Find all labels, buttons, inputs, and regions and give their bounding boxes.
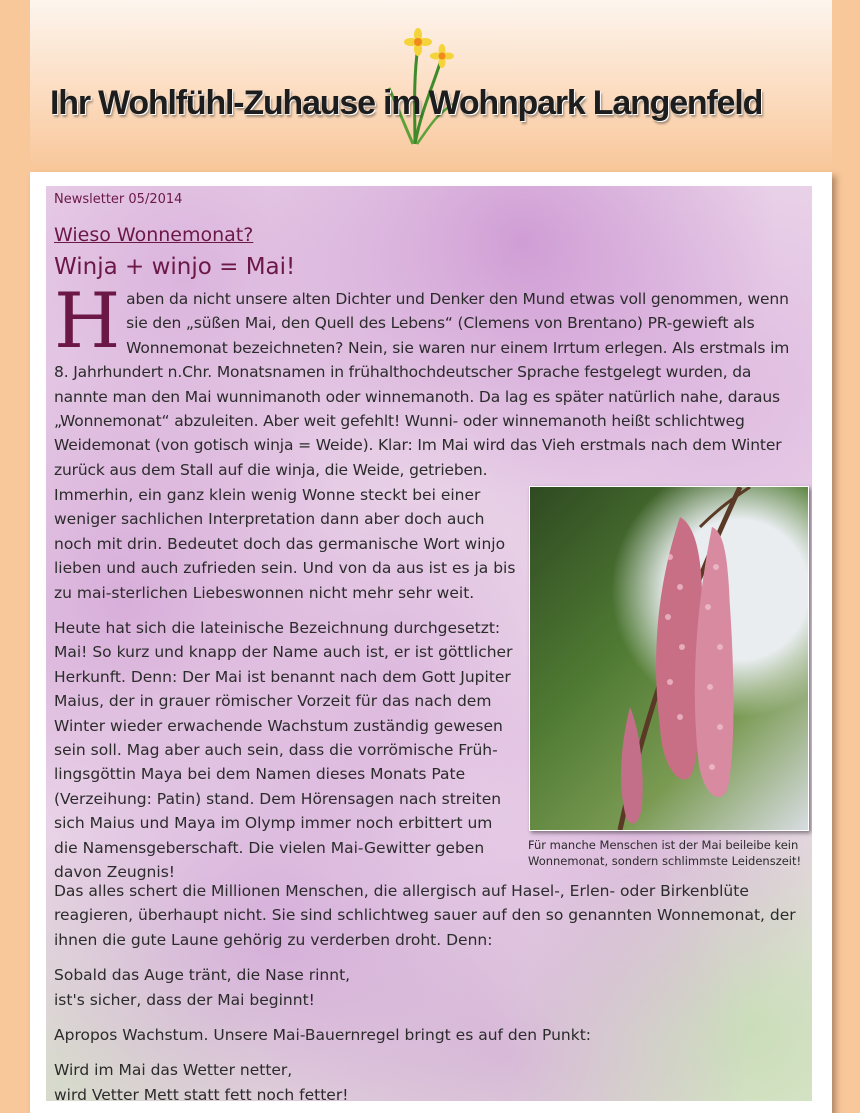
verse-line: ist's sicher, dass der Mai beginnt! [54, 990, 315, 1009]
photo-caption: Für manche Menschen ist der Mai beileibe kein Wonnemonat, sondern schlimmste Leidenszeit! [528, 838, 802, 868]
article [54, 186, 806, 1101]
verse-line: Wird im Mai das Wetter netter, [54, 1061, 293, 1080]
drop-cap: H [54, 276, 121, 365]
catkins-photo [529, 486, 809, 831]
verse-line: wird Vetter Mett statt fett noch fetter! [54, 1085, 349, 1101]
site-title: Ihr Wohlfühl-Zuhause im Wohnpark Langenfeld [50, 84, 763, 122]
verse-bauernregel [54, 1058, 806, 1101]
article-headline: Winja + winjo = Mai! [54, 254, 296, 280]
paragraph-allergy: Das alles schert die Millionen Menschen, die allergisch auf Hasel-, Erlen- oder Birkenblüte reagieren, überhaupt nicht. Sie sind schlichtweg sauer auf den so genannten Wonnemonat, der ihnen die gute Laune gehörig zu verderben droht. Denn: [54, 882, 796, 949]
article-kicker: Wieso Wonnemonat? [54, 224, 254, 246]
paragraph-winjo: Immerhin, ein ganz klein wenig Wonne steckt bei einer weniger sachlichen Interpretation dann aber doch auch noch mit drin. Bedeutet doch das germanische Wort winjo lieben und auch zufrieden sein. Und von da aus ist es ja bis zu mai-sterlichen Liebeswonnen nicht mehr sehr weit. [54, 486, 516, 602]
intro-paragraph [54, 276, 806, 482]
verse-allergy [54, 963, 806, 1012]
catkins-illustration [530, 487, 808, 830]
left-column [54, 483, 516, 896]
newsletter-card [30, 172, 832, 1113]
intro-text: aben da nicht unsere alten Dichter und Denker den Mund etwas voll genommen, wenn sie den „süßen Mai, den Quell des Lebens“ (Clemens von Brentano) PR-gewieft als Wonnemonat bezeichneten? Nein, sie waren nur einem Irrtum erlegen. Als erstmals im 8. Jahrhundert n.Chr. Monatsnamen in frühalthochdeutscher Sprache festgelegt wurden, da nannte man den Mai wunnimanoth oder winnemanoth. Da lag es später natürlich nahe, daraus „Wonnemonat“ abzuleiten. Aber weit gefehlt! Wunni- oder winnemanoth heißt schlichtweg Weidemonat (von gotisch winja = Weide). Klar: Im Mai wird das Vieh erstmals nach dem Winter zurück aus dem Stall auf die winja, die Weide, getrieben. [54, 290, 790, 479]
verse-line: Sobald das Auge tränt, die Nase rinnt, [54, 966, 351, 985]
newsletter-label: Newsletter 05/2014 [54, 192, 183, 207]
closing-section [54, 879, 806, 1101]
paragraph-maius: Heute hat sich die lateinische Bezeichnung durchgesetzt: Mai! So kurz und knapp der Name auch ist, er ist göttlicher Herkunft. Denn: Der Mai ist benannt nach dem Gott Jupiter Maius, der in grauer römischer Vorzeit für das nach dem Winter wieder erwachende Wachstum zuständig gewesen sein soll. Mag aber auch sein, dass die vorrömische Früh- lingsgöttin Maya bei dem Namen dieses Monats Pate (Verzeihung: Patin) stand. Dem Hörensagen nach streiten sich Maius und Maya im Olymp immer noch erbittert um die Namensgeberschaft. Die vielen Mai-Gewitter geben davon Zeugnis! [54, 619, 513, 882]
lilac-background-panel [46, 186, 812, 1101]
page-header [30, 0, 832, 170]
paragraph-bauernregel: Apropos Wachstum. Unsere Mai-Bauernregel bringt es auf den Punkt: [54, 1026, 592, 1045]
